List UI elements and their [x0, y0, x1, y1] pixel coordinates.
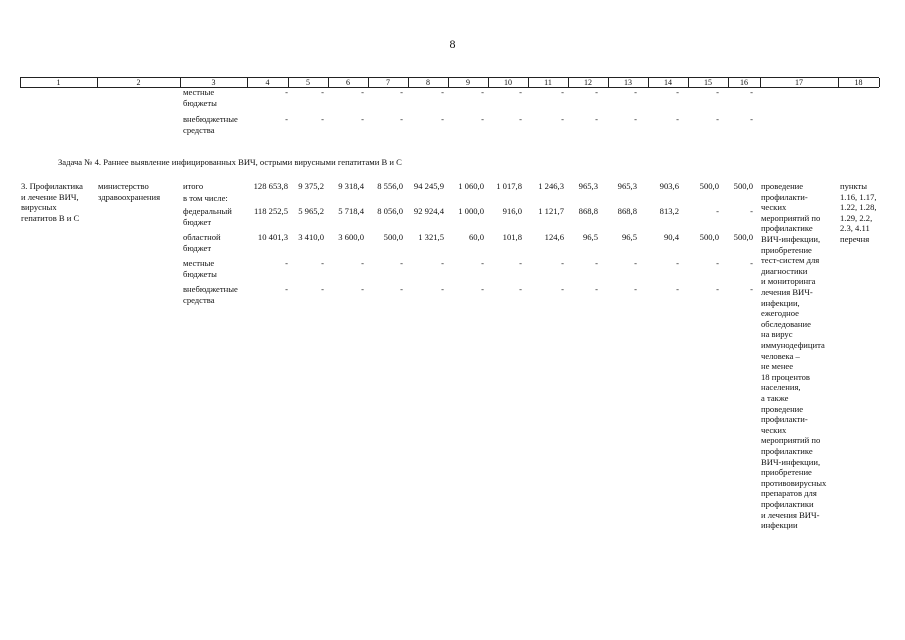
points-text: 1.29, 2.2,: [840, 212, 873, 223]
column-number: 16: [740, 78, 748, 87]
result-text: приобретение: [761, 244, 812, 255]
amount-cell: 9 375,2: [298, 181, 324, 191]
result-text: проведение: [761, 403, 804, 414]
amount-cell: 5 965,2: [298, 206, 324, 216]
item-name: 3. Профилактика: [21, 181, 83, 191]
column-number: 2: [136, 78, 141, 87]
amount-cell: -: [441, 114, 444, 124]
column-number: 8: [426, 78, 430, 87]
result-text: профилактике: [761, 446, 813, 456]
row-label: итого: [183, 181, 204, 191]
amount-cell: 1 246,3: [538, 181, 564, 191]
amount-cell: -: [321, 114, 324, 124]
amount-cell: -: [561, 114, 564, 124]
column-number: 6: [346, 78, 350, 87]
column-number: 1: [56, 78, 61, 87]
amount-cell: 903,6: [659, 181, 679, 191]
amount-cell: 128 653,8: [253, 181, 288, 191]
row-label: областной: [183, 232, 221, 242]
amount-cell: 101,8: [502, 232, 522, 242]
result-text: профилакти-: [761, 414, 808, 425]
amount-cell: -: [716, 284, 719, 294]
points-text: пункты: [840, 181, 868, 191]
amount-cell: 1 017,8: [496, 181, 522, 191]
row-label: бюджет: [183, 216, 212, 227]
amount-cell: -: [481, 114, 484, 124]
result-text: препаратов для: [761, 488, 817, 499]
result-text: ВИЧ-инфекции,: [761, 234, 821, 244]
amount-cell: 3 410,0: [298, 232, 324, 242]
amount-cell: -: [321, 87, 324, 97]
column-number: 17: [795, 78, 803, 87]
points-text: 2.3, 4.11: [840, 223, 870, 234]
result-text: приобретение: [761, 467, 812, 478]
result-text: тест-систем для: [761, 255, 820, 266]
amount-cell: -: [481, 258, 484, 268]
amount-cell: 1 321,5: [418, 232, 444, 242]
result-text: не менее: [761, 361, 794, 372]
row-label: федеральный: [183, 206, 232, 216]
amount-cell: -: [595, 284, 598, 294]
amount-cell: -: [750, 114, 753, 124]
result-text: ческих: [761, 202, 787, 213]
amount-cell: -: [676, 87, 679, 97]
column-number: 15: [704, 78, 712, 87]
page-number: 8: [449, 37, 456, 51]
amount-cell: -: [400, 114, 403, 124]
amount-cell: -: [676, 258, 679, 268]
amount-cell: 124,6: [544, 232, 564, 242]
amount-cell: -: [361, 284, 364, 294]
amount-cell: -: [400, 258, 403, 268]
amount-cell: -: [595, 258, 598, 268]
amount-cell: 96,5: [621, 232, 637, 242]
amount-cell: -: [481, 284, 484, 294]
result-text: человека –: [761, 350, 800, 361]
amount-cell: 965,3: [578, 181, 598, 191]
amount-cell: -: [750, 87, 753, 97]
amount-cell: 1 121,7: [538, 206, 564, 216]
column-number: 12: [584, 78, 592, 87]
amount-cell: -: [750, 258, 753, 268]
amount-cell: 96,5: [582, 232, 598, 242]
amount-cell: -: [750, 284, 753, 294]
amount-cell: -: [634, 87, 637, 97]
amount-cell: -: [285, 258, 288, 268]
row-label: местные: [183, 87, 215, 97]
executor: здравоохранения: [98, 191, 161, 202]
points-text: 1.22, 1.28,: [840, 202, 877, 213]
column-divider: [879, 78, 880, 87]
amount-cell: -: [634, 114, 637, 124]
item-name: вирусных: [21, 202, 57, 213]
executor: министерство: [98, 181, 149, 191]
amount-cell: 500,0: [733, 181, 753, 191]
amount-cell: -: [400, 284, 403, 294]
amount-cell: 965,3: [617, 181, 637, 191]
amount-cell: -: [285, 114, 288, 124]
result-text: ежегодное: [761, 308, 800, 319]
result-text: проведение: [761, 181, 804, 191]
amount-cell: -: [441, 258, 444, 268]
amount-cell: -: [481, 87, 484, 97]
amount-cell: -: [750, 206, 753, 216]
result-text: диагностики: [761, 265, 808, 276]
amount-cell: 500,0: [383, 232, 403, 242]
amount-cell: -: [400, 87, 403, 97]
row-label: внебюджетные: [183, 114, 238, 124]
amount-cell: -: [519, 114, 522, 124]
amount-cell: 10 401,3: [257, 232, 288, 242]
amount-cell: -: [361, 258, 364, 268]
points-text: перечня: [840, 234, 870, 244]
amount-cell: 3 600,0: [338, 232, 364, 242]
amount-cell: -: [561, 87, 564, 97]
amount-cell: -: [441, 87, 444, 97]
result-text: обследование: [761, 318, 811, 329]
amount-cell: -: [595, 114, 598, 124]
amount-cell: -: [519, 87, 522, 97]
result-text: инфекции: [761, 520, 798, 531]
result-text: профилакти-: [761, 191, 808, 202]
amount-cell: -: [519, 258, 522, 268]
amount-cell: -: [321, 284, 324, 294]
column-number: 10: [504, 78, 512, 87]
amount-cell: 500,0: [699, 181, 719, 191]
result-text: мероприятий по: [761, 212, 821, 223]
amount-cell: -: [634, 258, 637, 268]
amount-cell: 868,8: [617, 206, 637, 216]
amount-cell: 500,0: [733, 232, 753, 242]
result-text: ческих: [761, 424, 787, 435]
column-number: 5: [306, 78, 310, 87]
column-number: 7: [386, 78, 390, 87]
column-number: 9: [466, 78, 470, 87]
column-number: 11: [544, 78, 552, 87]
column-number: 3: [211, 78, 216, 87]
amount-cell: -: [634, 284, 637, 294]
row-label: средства: [183, 294, 215, 305]
row-label: бюджет: [183, 242, 212, 253]
item-name: и лечение ВИЧ,: [21, 191, 79, 202]
result-text: профилактики: [761, 499, 814, 509]
amount-cell: -: [561, 284, 564, 294]
result-text: а также: [761, 393, 789, 403]
amount-cell: 500,0: [699, 232, 719, 242]
amount-cell: 5 718,4: [338, 206, 364, 216]
amount-cell: 1 060,0: [458, 181, 484, 191]
result-text: профилактике: [761, 223, 813, 234]
amount-cell: 9 318,4: [338, 181, 364, 191]
column-number: 14: [664, 78, 672, 87]
amount-cell: 60,0: [468, 232, 484, 242]
result-text: на вирус: [761, 329, 793, 340]
amount-cell: -: [676, 284, 679, 294]
result-text: 18 процентов: [761, 371, 810, 382]
column-number: 4: [265, 78, 270, 87]
amount-cell: 90,4: [663, 232, 679, 242]
amount-cell: -: [321, 258, 324, 268]
amount-cell: -: [716, 87, 719, 97]
amount-cell: 118 252,5: [253, 206, 288, 216]
result-text: мероприятий по: [761, 435, 821, 446]
amount-cell: 94 245,9: [413, 181, 444, 191]
item-name: гепатитов В и С: [21, 212, 80, 223]
row-label: местные: [183, 258, 215, 268]
result-text: населения,: [761, 382, 801, 393]
amount-cell: 8 556,0: [377, 181, 403, 191]
amount-cell: -: [716, 258, 719, 268]
result-text: противовирусных: [761, 477, 827, 488]
amount-cell: -: [716, 114, 719, 124]
result-text: иммунодефицита: [761, 340, 825, 350]
amount-cell: 916,0: [502, 206, 522, 216]
amount-cell: -: [519, 284, 522, 294]
amount-cell: -: [716, 206, 719, 216]
amount-cell: -: [361, 87, 364, 97]
amount-cell: -: [595, 87, 598, 97]
amount-cell: -: [285, 284, 288, 294]
amount-cell: -: [441, 284, 444, 294]
amount-cell: -: [676, 114, 679, 124]
amount-cell: 1 000,0: [458, 206, 484, 216]
amount-cell: 92 924,4: [413, 206, 444, 216]
amount-cell: 868,8: [578, 206, 598, 216]
result-text: и мониторинга: [761, 276, 816, 287]
amount-cell: 813,2: [659, 206, 679, 216]
result-text: и лечения ВИЧ-: [761, 509, 820, 520]
result-text: лечения ВИЧ-: [761, 287, 813, 297]
row-label: внебюджетные: [183, 284, 238, 294]
row-label: бюджеты: [183, 97, 217, 108]
column-number: 13: [624, 78, 632, 87]
column-number: 18: [854, 78, 863, 87]
result-text: инфекции,: [761, 297, 800, 308]
amount-cell: 8 056,0: [377, 206, 403, 216]
points-text: 1.16, 1.17,: [840, 191, 877, 202]
task-title: Задача № 4. Раннее выявление инфицированных ВИЧ, острыми вирусными гепатитами В и С: [58, 157, 402, 167]
amount-cell: -: [561, 258, 564, 268]
result-text: ВИЧ-инфекции,: [761, 456, 821, 467]
row-label: средства: [183, 124, 215, 135]
amount-cell: -: [361, 114, 364, 124]
amount-cell: -: [285, 87, 288, 97]
row-label: бюджеты: [183, 268, 217, 279]
row-label: в том числе:: [183, 193, 228, 203]
